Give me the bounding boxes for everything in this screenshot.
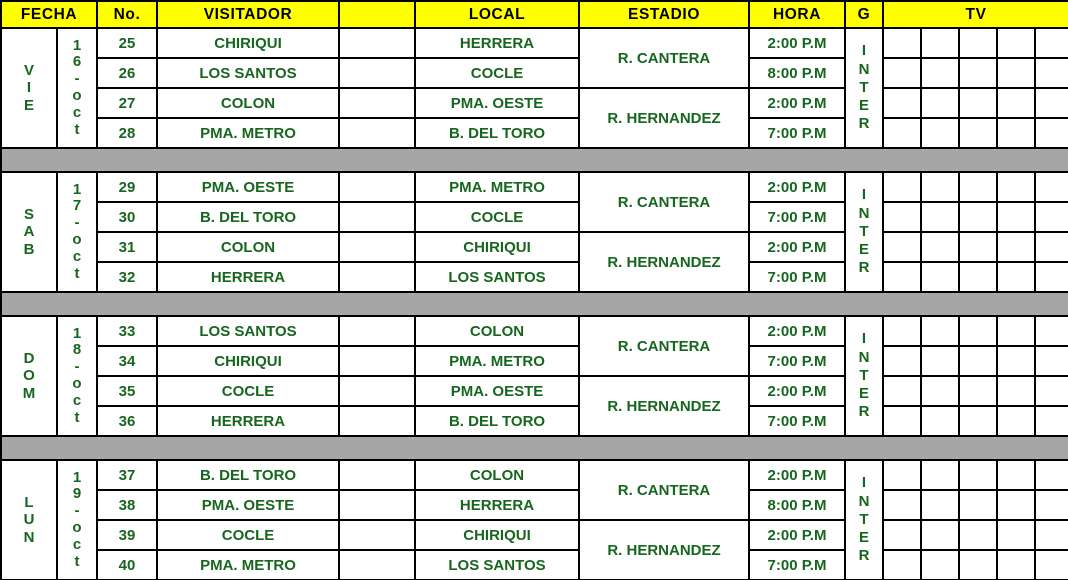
stadium: R. CANTERA <box>579 316 749 376</box>
table-row <box>1 262 1068 292</box>
match-time: 7:00 P.M <box>749 262 845 292</box>
date-label-char: t <box>74 408 80 426</box>
header-hora: HORA <box>749 1 845 28</box>
home-team: PMA. METRO <box>415 172 579 202</box>
tv-slot-1 <box>883 172 921 202</box>
score-visitor-blank <box>339 550 415 580</box>
group-label <box>845 460 883 580</box>
tv-slot-4 <box>997 376 1035 406</box>
score-visitor-blank <box>339 118 415 148</box>
day-label-char: B <box>23 240 35 258</box>
visitor-team: LOS SANTOS <box>157 58 339 88</box>
table-row <box>1 202 1068 232</box>
home-team: PMA. OESTE <box>415 88 579 118</box>
tv-slot-5 <box>1035 28 1068 58</box>
score-visitor-blank <box>339 262 415 292</box>
date-label-char: o <box>72 87 82 104</box>
table-row <box>1 346 1068 376</box>
header-local: LOCAL <box>415 1 579 28</box>
tv-slot-5 <box>1035 376 1068 406</box>
tv-slot-2 <box>921 406 959 436</box>
stadium: R. HERNANDEZ <box>579 88 749 148</box>
home-team: COLON <box>415 460 579 490</box>
match-time: 7:00 P.M <box>749 550 845 580</box>
tv-slot-3 <box>959 346 997 376</box>
header-blank <box>339 1 415 28</box>
table-row <box>1 460 1068 490</box>
day-label-char: S <box>23 206 34 224</box>
day-label-char: D <box>23 350 35 368</box>
date-label-char: - <box>74 70 80 88</box>
match-number: 31 <box>97 232 157 262</box>
tv-slot-2 <box>921 316 959 346</box>
tv-slot-3 <box>959 118 997 148</box>
group-label-char: E <box>859 529 870 547</box>
tv-slot-2 <box>921 202 959 232</box>
tv-slot-4 <box>997 406 1035 436</box>
day-label <box>1 460 57 580</box>
tv-slot-2 <box>921 172 959 202</box>
tv-slot-1 <box>883 262 921 292</box>
tv-slot-4 <box>997 172 1035 202</box>
day-label <box>1 316 57 436</box>
date-label-char: o <box>72 519 82 536</box>
match-number: 33 <box>97 316 157 346</box>
group-label-char: T <box>859 222 869 240</box>
date-label <box>57 28 97 148</box>
match-number: 27 <box>97 88 157 118</box>
tv-slot-1 <box>883 28 921 58</box>
match-time: 2:00 P.M <box>749 232 845 262</box>
match-number: 39 <box>97 520 157 550</box>
match-time: 2:00 P.M <box>749 172 845 202</box>
tv-slot-5 <box>1035 118 1068 148</box>
date-label-char: o <box>72 231 82 248</box>
tv-slot-3 <box>959 202 997 232</box>
day-label-char: V <box>23 62 34 80</box>
tv-slot-5 <box>1035 520 1068 550</box>
visitor-team: PMA. OESTE <box>157 490 339 520</box>
group-label-char: E <box>859 385 870 403</box>
match-time: 2:00 P.M <box>749 460 845 490</box>
home-team: LOS SANTOS <box>415 550 579 580</box>
tv-slot-4 <box>997 316 1035 346</box>
visitor-team: PMA. OESTE <box>157 172 339 202</box>
tv-slot-5 <box>1035 58 1068 88</box>
score-visitor-blank <box>339 88 415 118</box>
match-time: 2:00 P.M <box>749 88 845 118</box>
match-time: 7:00 P.M <box>749 202 845 232</box>
tv-slot-3 <box>959 232 997 262</box>
match-number: 28 <box>97 118 157 148</box>
table-row <box>1 550 1068 580</box>
home-team: HERRERA <box>415 490 579 520</box>
table-row <box>1 376 1068 406</box>
day-label-char: I <box>26 79 32 97</box>
score-visitor-blank <box>339 460 415 490</box>
group-separator-cell <box>1 148 1068 172</box>
tv-slot-5 <box>1035 202 1068 232</box>
tv-slot-3 <box>959 550 997 580</box>
tv-slot-5 <box>1035 550 1068 580</box>
visitor-team: HERRERA <box>157 406 339 436</box>
group-label-char: I <box>861 42 867 60</box>
score-visitor-blank <box>339 406 415 436</box>
group-label-char: R <box>858 115 870 133</box>
date-label-char: 9 <box>72 485 82 503</box>
day-label-char: E <box>23 96 34 114</box>
date-label-char: 6 <box>72 53 82 71</box>
tv-slot-1 <box>883 202 921 232</box>
visitor-team: COLON <box>157 88 339 118</box>
tv-slot-3 <box>959 490 997 520</box>
group-label-char: N <box>858 492 870 510</box>
tv-slot-3 <box>959 172 997 202</box>
home-team: B. DEL TORO <box>415 118 579 148</box>
group-label <box>845 28 883 148</box>
date-label-char: t <box>74 120 80 138</box>
tv-slot-4 <box>997 346 1035 376</box>
table-row <box>1 520 1068 550</box>
stadium: R. CANTERA <box>579 172 749 232</box>
tv-slot-4 <box>997 88 1035 118</box>
match-time: 2:00 P.M <box>749 520 845 550</box>
day-label <box>1 28 57 148</box>
date-label <box>57 316 97 436</box>
home-team: COCLE <box>415 202 579 232</box>
date-label-char: 1 <box>72 36 82 54</box>
table-row <box>1 58 1068 88</box>
table-row <box>1 172 1068 202</box>
tv-slot-1 <box>883 58 921 88</box>
score-visitor-blank <box>339 202 415 232</box>
group-label-char: N <box>858 60 870 78</box>
match-time: 8:00 P.M <box>749 58 845 88</box>
match-time: 2:00 P.M <box>749 28 845 58</box>
group-label-char: E <box>859 97 870 115</box>
date-label-char: o <box>72 375 82 392</box>
tv-slot-1 <box>883 520 921 550</box>
score-visitor-blank <box>339 172 415 202</box>
visitor-team: PMA. METRO <box>157 550 339 580</box>
tv-slot-2 <box>921 346 959 376</box>
table-row <box>1 118 1068 148</box>
home-team: HERRERA <box>415 28 579 58</box>
tv-slot-4 <box>997 550 1035 580</box>
tv-slot-2 <box>921 262 959 292</box>
day-label-char: U <box>23 511 35 529</box>
match-number: 30 <box>97 202 157 232</box>
tv-slot-2 <box>921 88 959 118</box>
tv-slot-2 <box>921 232 959 262</box>
group-label-char: E <box>859 241 870 259</box>
date-label <box>57 172 97 292</box>
score-visitor-blank <box>339 520 415 550</box>
table-row <box>1 490 1068 520</box>
date-label-char: t <box>74 264 80 282</box>
tv-slot-2 <box>921 118 959 148</box>
tv-slot-3 <box>959 376 997 406</box>
tv-slot-4 <box>997 202 1035 232</box>
tv-slot-4 <box>997 118 1035 148</box>
table-header-row <box>1 1 1068 28</box>
day-label-char: M <box>22 384 36 402</box>
date-label-char: c <box>72 103 82 121</box>
visitor-team: HERRERA <box>157 262 339 292</box>
stadium: R. HERNANDEZ <box>579 520 749 580</box>
group-separator <box>1 292 1068 316</box>
tv-slot-3 <box>959 316 997 346</box>
tv-slot-2 <box>921 490 959 520</box>
tv-slot-1 <box>883 232 921 262</box>
day-label-char: O <box>23 367 35 385</box>
group-label-char: R <box>858 547 870 565</box>
group-label-char: I <box>861 186 867 204</box>
tv-slot-4 <box>997 232 1035 262</box>
stadium: R. HERNANDEZ <box>579 232 749 292</box>
match-number: 35 <box>97 376 157 406</box>
group-label-char: T <box>859 510 869 528</box>
group-label-char: I <box>861 474 867 492</box>
header-estadio: ESTADIO <box>579 1 749 28</box>
score-visitor-blank <box>339 232 415 262</box>
tv-slot-1 <box>883 490 921 520</box>
group-label-char: T <box>859 78 869 96</box>
tv-slot-4 <box>997 520 1035 550</box>
tv-slot-2 <box>921 58 959 88</box>
tv-slot-5 <box>1035 316 1068 346</box>
tv-slot-1 <box>883 118 921 148</box>
table-row <box>1 316 1068 346</box>
match-number: 37 <box>97 460 157 490</box>
tv-slot-1 <box>883 316 921 346</box>
tv-slot-3 <box>959 460 997 490</box>
group-label-char: N <box>858 348 870 366</box>
date-label <box>57 460 97 580</box>
score-visitor-blank <box>339 376 415 406</box>
score-visitor-blank <box>339 58 415 88</box>
date-label-char: c <box>72 535 82 553</box>
match-number: 38 <box>97 490 157 520</box>
tv-slot-1 <box>883 460 921 490</box>
table-row <box>1 28 1068 58</box>
home-team: B. DEL TORO <box>415 406 579 436</box>
home-team: CHIRIQUI <box>415 232 579 262</box>
tv-slot-2 <box>921 520 959 550</box>
tv-slot-2 <box>921 550 959 580</box>
tv-slot-5 <box>1035 88 1068 118</box>
day-label <box>1 172 57 292</box>
home-team: CHIRIQUI <box>415 520 579 550</box>
date-label-char: 1 <box>72 468 82 486</box>
visitor-team: COLON <box>157 232 339 262</box>
tv-slot-5 <box>1035 232 1068 262</box>
date-label-char: - <box>74 358 80 376</box>
group-separator <box>1 436 1068 460</box>
date-label-char: 1 <box>72 324 82 342</box>
match-time: 2:00 P.M <box>749 376 845 406</box>
stadium: R. CANTERA <box>579 28 749 88</box>
tv-slot-4 <box>997 58 1035 88</box>
tv-slot-2 <box>921 376 959 406</box>
match-number: 25 <box>97 28 157 58</box>
date-label-char: 1 <box>72 180 82 198</box>
home-team: COCLE <box>415 58 579 88</box>
tv-slot-5 <box>1035 460 1068 490</box>
table-row <box>1 88 1068 118</box>
match-time: 8:00 P.M <box>749 490 845 520</box>
home-team: PMA. METRO <box>415 346 579 376</box>
header-no: No. <box>97 1 157 28</box>
date-label-char: - <box>74 214 80 232</box>
visitor-team: CHIRIQUI <box>157 346 339 376</box>
group-label-char: I <box>861 330 867 348</box>
match-number: 40 <box>97 550 157 580</box>
group-label <box>845 316 883 436</box>
match-time: 7:00 P.M <box>749 346 845 376</box>
day-label-char: A <box>23 223 35 241</box>
tv-slot-5 <box>1035 172 1068 202</box>
match-time: 7:00 P.M <box>749 118 845 148</box>
tv-slot-5 <box>1035 406 1068 436</box>
date-label-char: c <box>72 247 82 265</box>
home-team: LOS SANTOS <box>415 262 579 292</box>
match-number: 29 <box>97 172 157 202</box>
tv-slot-1 <box>883 550 921 580</box>
group-label-char: N <box>858 204 870 222</box>
match-number: 32 <box>97 262 157 292</box>
visitor-team: CHIRIQUI <box>157 28 339 58</box>
match-number: 26 <box>97 58 157 88</box>
header-fecha: FECHA <box>1 1 97 28</box>
tv-slot-1 <box>883 406 921 436</box>
tv-slot-3 <box>959 28 997 58</box>
tv-slot-1 <box>883 376 921 406</box>
home-team: PMA. OESTE <box>415 376 579 406</box>
match-number: 36 <box>97 406 157 436</box>
date-label-char: c <box>72 391 82 409</box>
group-label-char: R <box>858 259 870 277</box>
stadium: R. CANTERA <box>579 460 749 520</box>
group-separator <box>1 148 1068 172</box>
date-label-char: 7 <box>72 197 82 215</box>
visitor-team: LOS SANTOS <box>157 316 339 346</box>
date-label-char: 8 <box>72 341 82 359</box>
tv-slot-4 <box>997 460 1035 490</box>
match-time: 2:00 P.M <box>749 316 845 346</box>
table-row <box>1 232 1068 262</box>
tv-slot-3 <box>959 58 997 88</box>
tv-slot-3 <box>959 520 997 550</box>
date-label-char: t <box>74 552 80 570</box>
tv-slot-1 <box>883 88 921 118</box>
score-visitor-blank <box>339 316 415 346</box>
date-label-char: - <box>74 502 80 520</box>
tv-slot-3 <box>959 262 997 292</box>
day-label-char: N <box>23 528 35 546</box>
header-visitador: VISITADOR <box>157 1 339 28</box>
tv-slot-3 <box>959 88 997 118</box>
group-separator-cell <box>1 436 1068 460</box>
match-number: 34 <box>97 346 157 376</box>
home-team: COLON <box>415 316 579 346</box>
visitor-team: B. DEL TORO <box>157 202 339 232</box>
tv-slot-4 <box>997 28 1035 58</box>
tv-slot-5 <box>1035 490 1068 520</box>
tv-slot-2 <box>921 28 959 58</box>
group-label-char: R <box>858 403 870 421</box>
score-visitor-blank <box>339 28 415 58</box>
visitor-team: COCLE <box>157 376 339 406</box>
match-time: 7:00 P.M <box>749 406 845 436</box>
header-g: G <box>845 1 883 28</box>
group-separator-cell <box>1 292 1068 316</box>
day-label-char: L <box>24 494 34 512</box>
tv-slot-2 <box>921 460 959 490</box>
header-tv: TV <box>883 1 1068 28</box>
visitor-team: COCLE <box>157 520 339 550</box>
tv-slot-4 <box>997 490 1035 520</box>
tv-slot-5 <box>1035 262 1068 292</box>
tv-slot-5 <box>1035 346 1068 376</box>
tv-slot-4 <box>997 262 1035 292</box>
tv-slot-3 <box>959 406 997 436</box>
score-visitor-blank <box>339 346 415 376</box>
stadium: R. HERNANDEZ <box>579 376 749 436</box>
table-row <box>1 406 1068 436</box>
group-label <box>845 172 883 292</box>
visitor-team: B. DEL TORO <box>157 460 339 490</box>
group-label-char: T <box>859 366 869 384</box>
tv-slot-1 <box>883 346 921 376</box>
score-visitor-blank <box>339 490 415 520</box>
visitor-team: PMA. METRO <box>157 118 339 148</box>
